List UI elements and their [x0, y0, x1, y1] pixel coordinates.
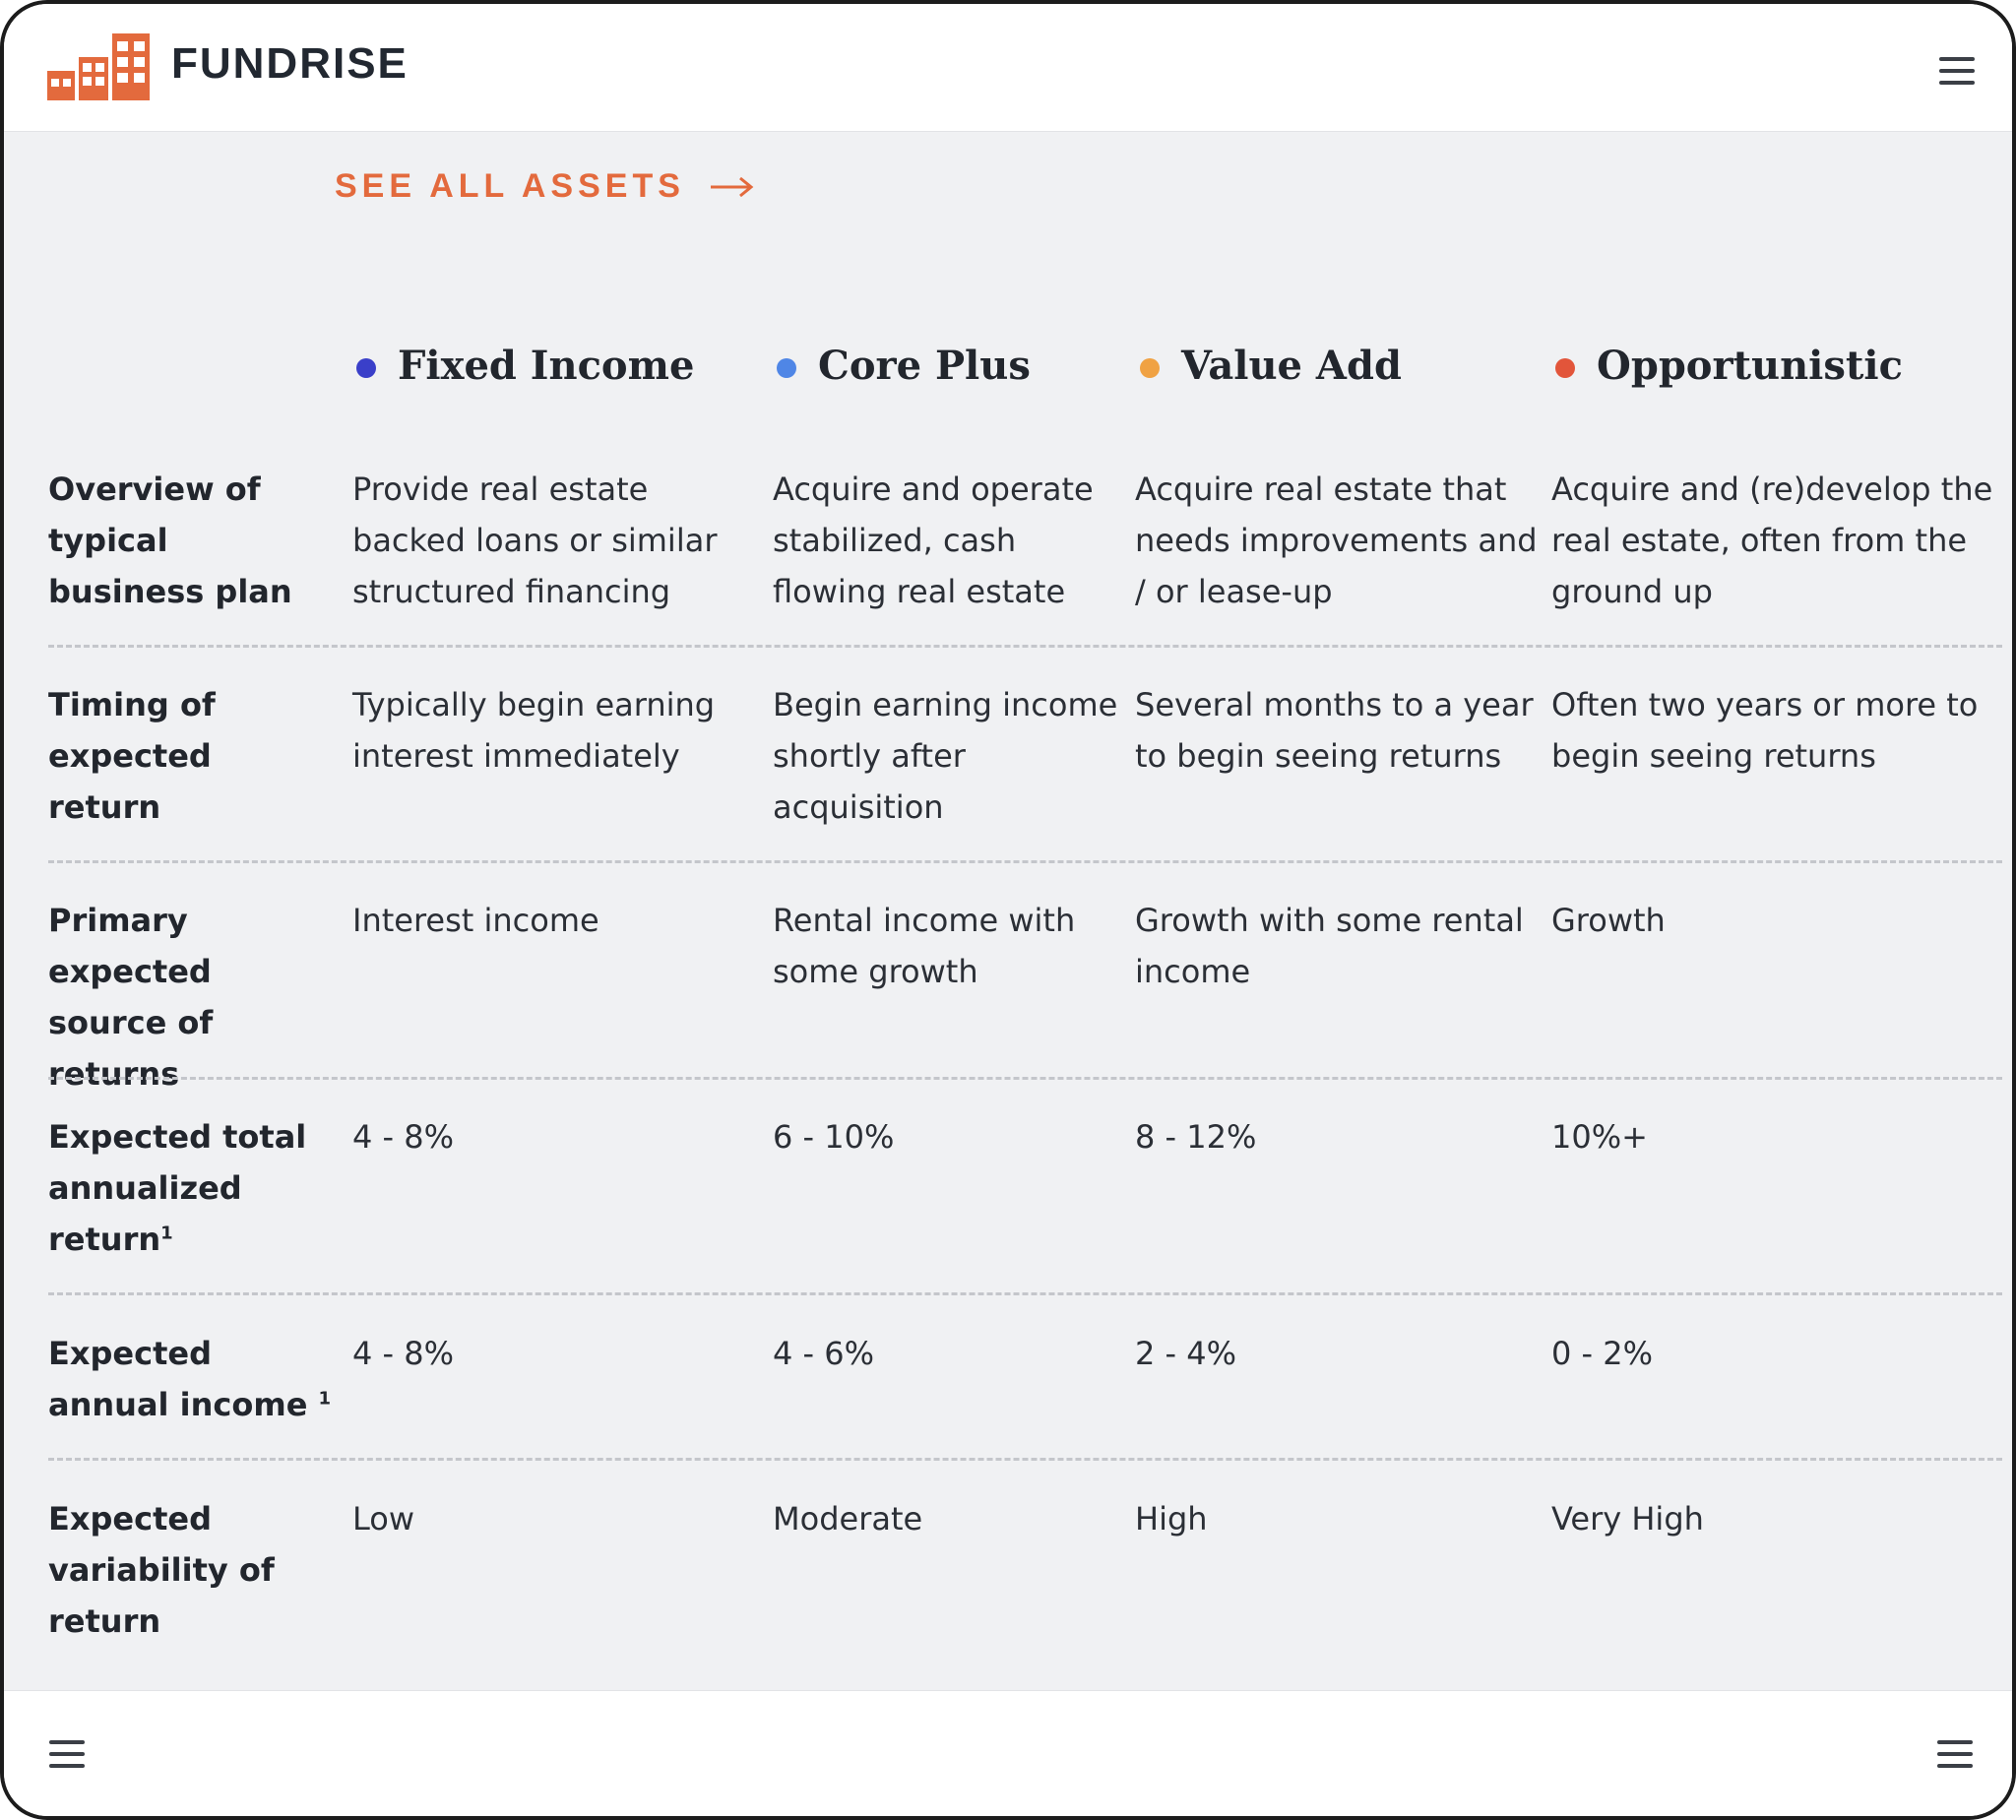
- row-divider: [48, 1458, 2002, 1461]
- table-cell: Moderate: [773, 1500, 923, 1538]
- footnote-marker[interactable]: 1: [318, 1388, 332, 1410]
- table-cell: Growth with some rental income: [1135, 902, 1524, 990]
- table-cell: 10%+: [1551, 1118, 1648, 1156]
- row-divider: [48, 1292, 2002, 1295]
- fixed-income-dot-icon: [356, 358, 376, 378]
- row-label: Expected annual income $^1$: [48, 1335, 332, 1423]
- table-cell: Very High: [1551, 1500, 1704, 1538]
- table-cell: Rental income with some growth: [773, 902, 1076, 990]
- table-cell: Interest income: [352, 902, 599, 939]
- row-label: Overview of typical business plan: [48, 471, 292, 610]
- arrow-right-icon: [709, 175, 754, 199]
- menu-icon[interactable]: [1935, 49, 1979, 93]
- column-heading-fixed-income: Fixed Income: [356, 343, 694, 389]
- row-divider: [48, 1077, 2002, 1080]
- column-heading-core-plus: Core Plus: [777, 343, 1031, 389]
- table-cell: Growth: [1551, 902, 1666, 939]
- top-header: [4, 4, 2012, 132]
- table-cell: 4 - 8%: [352, 1118, 455, 1156]
- table-cell: Typically begin earning interest immediately: [352, 686, 716, 775]
- table-cell: 0 - 2%: [1551, 1335, 1654, 1372]
- row-label: Expected variability of return: [48, 1500, 275, 1640]
- table-cell: Several months to a year to begin seeing returns: [1135, 686, 1534, 775]
- row-label: Timing of expected return: [48, 686, 216, 826]
- fundrise-logo-icon[interactable]: [45, 31, 154, 102]
- see-all-assets-link[interactable]: [335, 167, 754, 206]
- table-cell: 8 - 12%: [1135, 1118, 1257, 1156]
- table-cell: Provide real estate backed loans or similar structured financing: [352, 471, 718, 610]
- table-cell: 6 - 10%: [773, 1118, 895, 1156]
- column-heading-opportunistic: Opportunistic: [1555, 343, 1903, 389]
- table-cell: 4 - 6%: [773, 1335, 875, 1372]
- table-cell: Often two years or more to begin seeing returns: [1551, 686, 1979, 775]
- table-cell: Acquire real estate that needs improvements and / or lease-up: [1135, 471, 1538, 610]
- table-cell: High: [1135, 1500, 1208, 1538]
- table-cell: 2 - 4%: [1135, 1335, 1237, 1372]
- core-plus-dot-icon: [777, 358, 796, 378]
- bottom-left-menu-icon[interactable]: [45, 1732, 89, 1776]
- value-add-dot-icon: [1140, 358, 1160, 378]
- table-cell: Acquire and (re)develop the real estate, often from the ground up: [1551, 471, 1993, 610]
- table-cell: 4 - 8%: [352, 1335, 455, 1372]
- bottom-toolbar: [4, 1690, 2012, 1816]
- see-all-assets-label: SEE ALL ASSETS: [335, 167, 685, 205]
- column-heading-value-add: Value Add: [1140, 343, 1402, 389]
- row-divider: [48, 645, 2002, 648]
- table-cell: Low: [352, 1500, 415, 1538]
- row-label: Primary expected source of returns: [48, 902, 214, 1093]
- row-divider: [48, 860, 2002, 863]
- table-cell: Acquire and operate stabilized, cash flowing real estate: [773, 471, 1094, 610]
- opportunistic-dot-icon: [1555, 358, 1575, 378]
- bottom-right-menu-icon[interactable]: [1933, 1732, 1977, 1776]
- table-cell: Begin earning income shortly after acquisition: [773, 686, 1118, 826]
- brand-name[interactable]: FUNDRISE: [171, 39, 409, 88]
- row-label: Expected total annualized return$^1$: [48, 1118, 307, 1258]
- footnote-marker[interactable]: 1: [160, 1223, 173, 1244]
